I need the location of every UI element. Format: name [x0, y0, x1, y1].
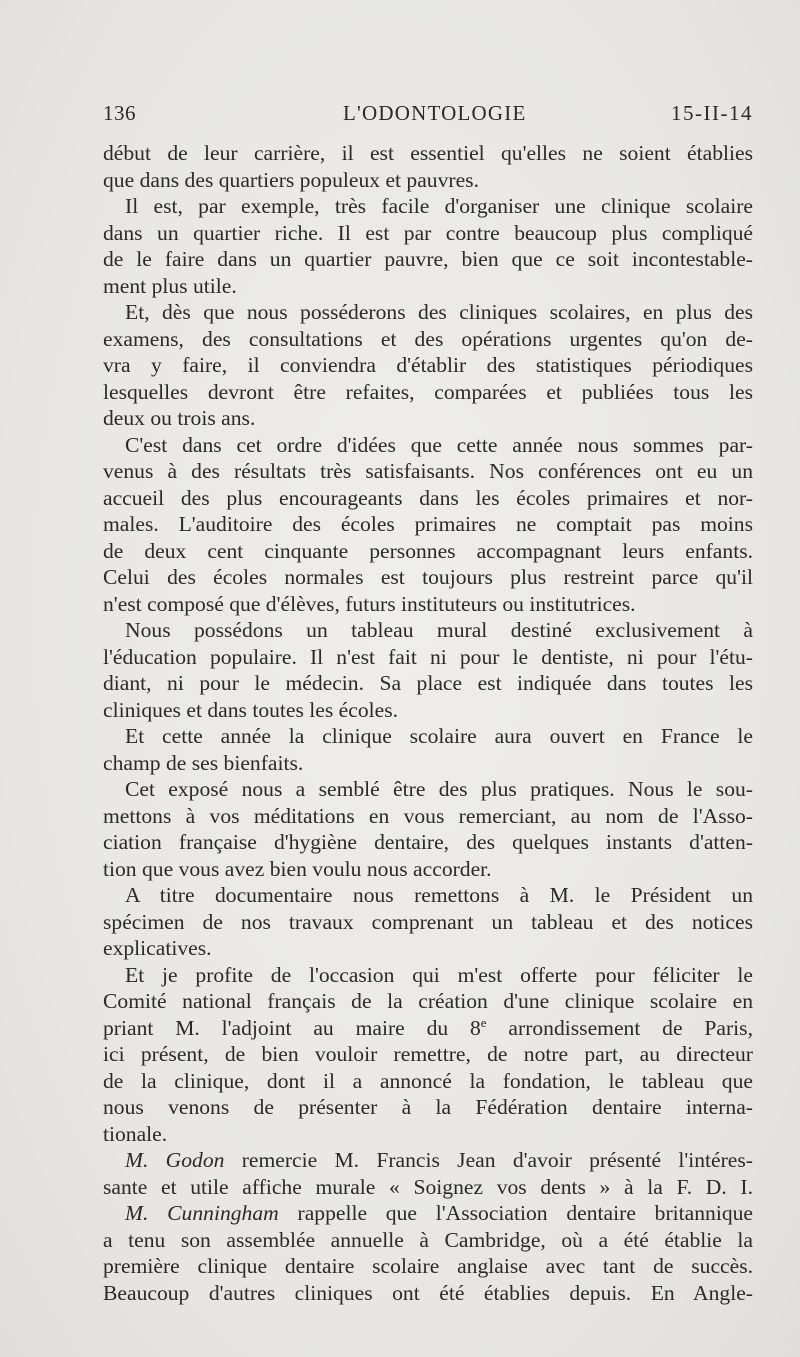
text-line: ment plus utile. — [103, 273, 237, 298]
text-line: de le faire dans un quartier pauvre, bien que ce soit incontestable- — [103, 247, 753, 271]
text-line: spécimen de nos travaux comprenant un tableau et des notices — [103, 909, 753, 934]
journal-title: L'ODONTOLOGIE — [343, 101, 527, 125]
text-line: mettons à vos méditations en vous remerciant, au nom de l'Asso- — [103, 803, 753, 828]
text-line: tionale. — [103, 1121, 168, 1146]
text-line: Comité national français de la création d'une clinique scolaire en — [103, 989, 753, 1013]
issue-date: 15-II-14 — [671, 101, 753, 125]
text-line: accueil des plus encourageants dans les écoles primaires et nor- — [103, 485, 753, 510]
text-line: sante et utile affiche murale « Soignez vos dents » à la F. D. I. — [103, 1174, 753, 1199]
text-line: Et je profite de l'occasion qui m'est offerte pour féliciter le — [125, 962, 753, 987]
text-line: males. L'auditoire des écoles primaires ne comptait pas moins — [103, 512, 753, 536]
text-line: n'est composé que d'élèves, futurs instituteurs ou institutrices. — [103, 591, 636, 616]
text-line: nous venons de présenter à la Fédération dentaire interna- — [103, 1095, 753, 1119]
text-line: Beaucoup d'autres cliniques ont été établies depuis. En Angle- — [103, 1280, 753, 1305]
page-number: 136 — [103, 101, 136, 125]
text-line: examens, des consultations et des opérations urgentes qu'on de- — [103, 326, 753, 351]
text-line: a tenu son assemblée annuelle à Cambridge, où a été établie la — [103, 1227, 753, 1252]
text-line: de la clinique, dont il a annoncé la fondation, le tableau que — [103, 1068, 753, 1093]
text-line: lesquelles devront être refaites, comparées et publiées tous les — [103, 379, 753, 404]
text-line: champ de ses bienfaits. — [103, 750, 304, 775]
text-line: début de leur carrière, il est essentiel qu'elles ne soient établies — [103, 141, 753, 165]
text-line: Cet exposé nous a semblé être des plus pratiques. Nous le sou- — [125, 777, 753, 801]
text-line: Et cette année la clinique scolaire aura ouvert en France le — [125, 724, 753, 748]
text-line-end: arrondissement de Paris, — [486, 1015, 753, 1040]
text-line: C'est dans cet ordre d'idées que cette année nous sommes par- — [125, 432, 753, 457]
text-line: tion que vous avez bien voulu nous accorder. — [103, 856, 492, 881]
text-line — [103, 1147, 753, 1174]
text-line: Nous possédons un tableau mural destiné exclusivement à — [125, 618, 753, 642]
body-text — [103, 140, 753, 1306]
text-line: A titre documentaire nous remettons à M. le Président un — [125, 883, 753, 907]
text-line — [103, 1200, 753, 1227]
text-line: Et, dès que nous posséderons des cliniques scolaires, en plus des — [125, 300, 753, 324]
text-line: deux ou trois ans. — [103, 406, 256, 430]
text-line: ici présent, de bien vouloir remettre, de notre part, au directeur — [103, 1042, 753, 1066]
running-header — [103, 101, 753, 131]
text-line: Il est, par exemple, très facile d'organiser une clinique scolaire — [125, 194, 753, 218]
text-line: diant, ni pour le médecin. Sa place est indiquée dans toutes les — [103, 671, 753, 695]
text-line: explicatives. — [103, 936, 212, 960]
ordinal-superscript: e — [480, 1014, 487, 1030]
text-line: de deux cent cinquante personnes accompagnant leurs enfants. — [103, 538, 753, 563]
text-line-start: priant M. l'adjoint au maire du 8 — [103, 1015, 481, 1040]
text-line: que dans des quartiers populeux et pauvres. — [103, 167, 479, 192]
text-line — [103, 1015, 753, 1042]
speaker-name: M. Cunningham — [125, 1201, 279, 1225]
text-line: ciation française d'hygiène dentaire, des quelques instants d'atten- — [103, 830, 753, 854]
text-line: vra y faire, il conviendra d'établir des statistiques périodiques — [103, 353, 753, 377]
text-line-end: remercie M. Francis Jean d'avoir présenté l'intéres- — [224, 1148, 753, 1172]
text-line: l'éducation populaire. Il n'est fait ni pour le dentiste, ni pour l'étu- — [103, 644, 753, 669]
text-line: venus à des résultats très satisfaisants. Nos conférences ont eu un — [103, 459, 753, 483]
speaker-name: M. Godon — [125, 1148, 225, 1172]
text-line-end: rappelle que l'Association dentaire britannique — [278, 1201, 753, 1225]
text-line: dans un quartier riche. Il est par contre beaucoup plus compliqué — [103, 220, 753, 245]
text-line: Celui des écoles normales est toujours plus restreint parce qu'il — [103, 565, 753, 589]
text-line: première clinique dentaire scolaire anglaise avec tant de succès. — [103, 1254, 753, 1278]
text-line: cliniques et dans toutes les écoles. — [103, 697, 399, 722]
